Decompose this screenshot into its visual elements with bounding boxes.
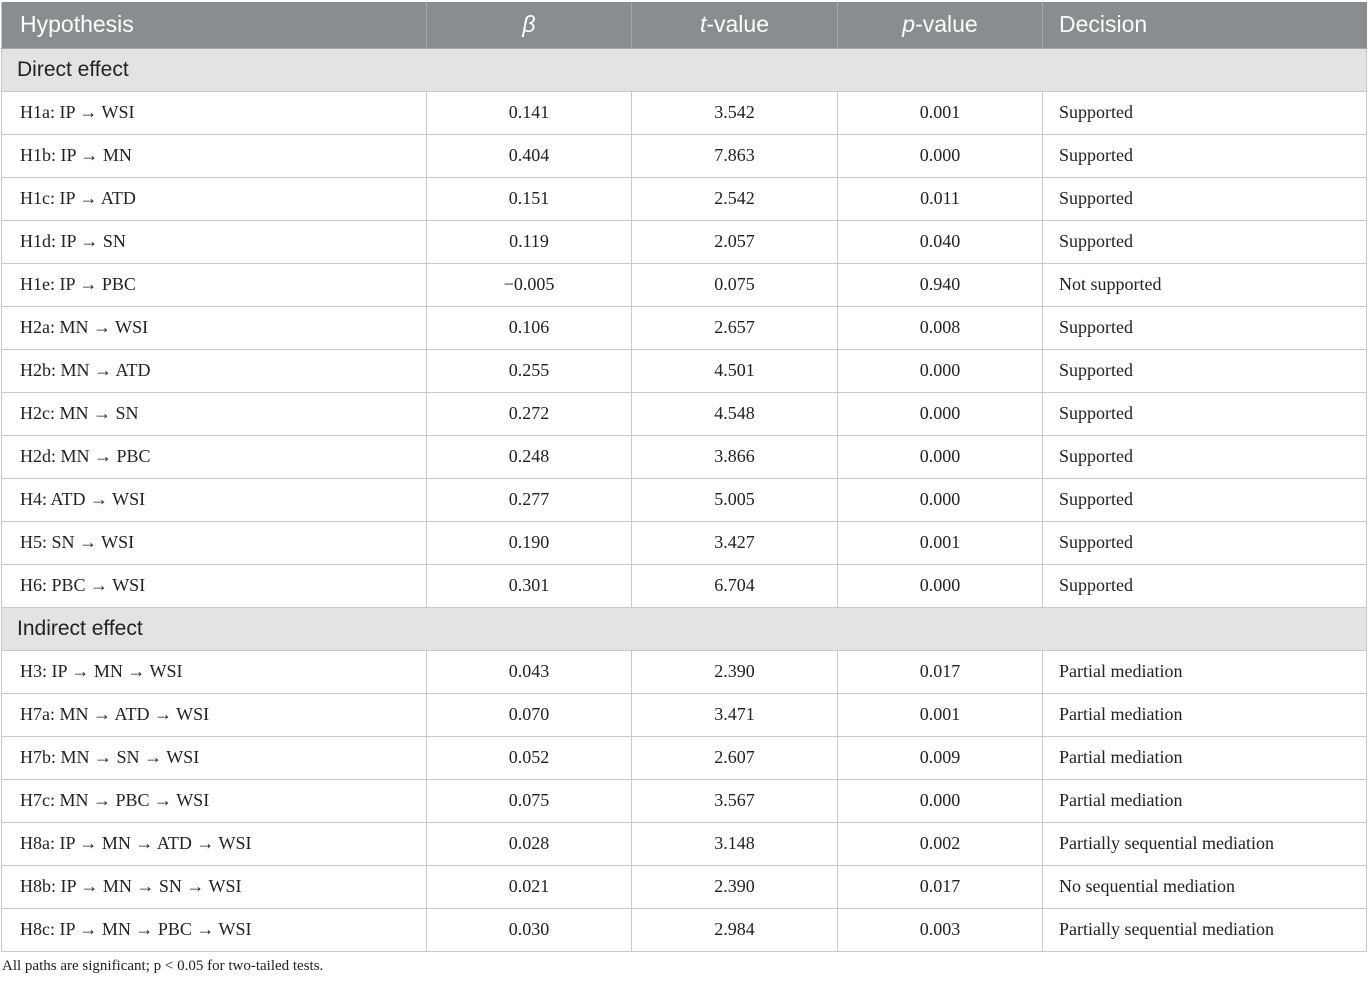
cell-hypothesis: H7c: MN → PBC → WSI <box>2 779 427 822</box>
cell-t-value: 2.390 <box>632 865 838 908</box>
header-decision: Decision <box>1043 2 1367 48</box>
cell-decision: Supported <box>1043 349 1367 392</box>
cell-hypothesis: H2d: MN → PBC <box>2 435 427 478</box>
cell-decision: No sequential mediation <box>1043 865 1367 908</box>
cell-hypothesis: H1b: IP → MN <box>2 134 427 177</box>
cell-beta: −0.005 <box>427 263 632 306</box>
cell-p-value: 0.011 <box>838 177 1043 220</box>
cell-hypothesis: H1a: IP → WSI <box>2 91 427 134</box>
cell-p-value: 0.000 <box>838 349 1043 392</box>
cell-decision: Supported <box>1043 220 1367 263</box>
cell-decision: Partial mediation <box>1043 779 1367 822</box>
cell-t-value: 2.657 <box>632 306 838 349</box>
cell-beta: 0.141 <box>427 91 632 134</box>
table-row <box>2 306 1367 349</box>
results-table <box>1 2 1367 952</box>
table-row <box>2 736 1367 779</box>
table-row <box>2 521 1367 564</box>
cell-hypothesis: H1c: IP → ATD <box>2 177 427 220</box>
cell-t-value: 2.607 <box>632 736 838 779</box>
cell-t-value: 2.542 <box>632 177 838 220</box>
cell-beta: 0.272 <box>427 392 632 435</box>
cell-t-value: 3.866 <box>632 435 838 478</box>
cell-t-value: 3.148 <box>632 822 838 865</box>
cell-decision: Supported <box>1043 306 1367 349</box>
header-beta-symbol: β <box>522 11 536 38</box>
cell-p-value: 0.940 <box>838 263 1043 306</box>
table-row <box>2 865 1367 908</box>
cell-beta: 0.043 <box>427 650 632 693</box>
cell-t-value: 2.984 <box>632 908 838 951</box>
cell-p-value: 0.000 <box>838 779 1043 822</box>
table-row <box>2 779 1367 822</box>
cell-beta: 0.030 <box>427 908 632 951</box>
cell-decision: Supported <box>1043 435 1367 478</box>
cell-decision: Supported <box>1043 134 1367 177</box>
cell-beta: 0.028 <box>427 822 632 865</box>
cell-hypothesis: H2b: MN → ATD <box>2 349 427 392</box>
cell-hypothesis: H7b: MN → SN → WSI <box>2 736 427 779</box>
cell-t-value: 6.704 <box>632 564 838 607</box>
cell-beta: 0.070 <box>427 693 632 736</box>
cell-hypothesis: H8a: IP → MN → ATD → WSI <box>2 822 427 865</box>
cell-hypothesis: H4: ATD → WSI <box>2 478 427 521</box>
cell-t-value: 3.427 <box>632 521 838 564</box>
table-row <box>2 478 1367 521</box>
table-row <box>2 349 1367 392</box>
cell-hypothesis: H5: SN → WSI <box>2 521 427 564</box>
cell-t-value: 0.075 <box>632 263 838 306</box>
cell-beta: 0.052 <box>427 736 632 779</box>
header-t-rest: -value <box>706 11 770 38</box>
cell-p-value: 0.000 <box>838 392 1043 435</box>
table-row <box>2 177 1367 220</box>
cell-t-value: 4.548 <box>632 392 838 435</box>
header-row <box>2 2 1367 48</box>
header-t-value <box>632 2 838 48</box>
cell-p-value: 0.040 <box>838 220 1043 263</box>
cell-decision: Partially sequential mediation <box>1043 822 1367 865</box>
cell-beta: 0.404 <box>427 134 632 177</box>
table-row <box>2 908 1367 951</box>
cell-decision: Partial mediation <box>1043 693 1367 736</box>
header-hypothesis: Hypothesis <box>2 2 427 48</box>
cell-hypothesis: H7a: MN → ATD → WSI <box>2 693 427 736</box>
table-row <box>2 693 1367 736</box>
cell-beta: 0.248 <box>427 435 632 478</box>
header-p-value <box>838 2 1043 48</box>
cell-hypothesis: H8b: IP → MN → SN → WSI <box>2 865 427 908</box>
cell-hypothesis: H1d: IP → SN <box>2 220 427 263</box>
cell-p-value: 0.001 <box>838 91 1043 134</box>
cell-beta: 0.277 <box>427 478 632 521</box>
cell-beta: 0.151 <box>427 177 632 220</box>
cell-t-value: 4.501 <box>632 349 838 392</box>
cell-beta: 0.106 <box>427 306 632 349</box>
cell-beta: 0.190 <box>427 521 632 564</box>
table-row <box>2 263 1367 306</box>
cell-p-value: 0.000 <box>838 134 1043 177</box>
cell-beta: 0.021 <box>427 865 632 908</box>
cell-p-value: 0.017 <box>838 865 1043 908</box>
cell-t-value: 5.005 <box>632 478 838 521</box>
cell-decision: Supported <box>1043 521 1367 564</box>
cell-beta: 0.301 <box>427 564 632 607</box>
table-row <box>2 91 1367 134</box>
cell-hypothesis: H2c: MN → SN <box>2 392 427 435</box>
cell-p-value: 0.003 <box>838 908 1043 951</box>
header-t-italic: t <box>699 11 707 38</box>
cell-decision: Supported <box>1043 564 1367 607</box>
table-row <box>2 134 1367 177</box>
cell-beta: 0.075 <box>427 779 632 822</box>
cell-p-value: 0.000 <box>838 478 1043 521</box>
cell-t-value: 3.542 <box>632 91 838 134</box>
header-p-rest: -value <box>915 11 978 38</box>
cell-p-value: 0.002 <box>838 822 1043 865</box>
table-row <box>2 822 1367 865</box>
cell-p-value: 0.000 <box>838 564 1043 607</box>
cell-beta: 0.119 <box>427 220 632 263</box>
cell-decision: Supported <box>1043 91 1367 134</box>
cell-decision: Supported <box>1043 392 1367 435</box>
cell-beta: 0.255 <box>427 349 632 392</box>
cell-decision: Supported <box>1043 177 1367 220</box>
cell-hypothesis: H2a: MN → WSI <box>2 306 427 349</box>
header-beta <box>427 2 632 48</box>
cell-decision: Supported <box>1043 478 1367 521</box>
cell-hypothesis: H1e: IP → PBC <box>2 263 427 306</box>
header-p-italic: p <box>902 11 916 38</box>
cell-p-value: 0.017 <box>838 650 1043 693</box>
section-indirect-effect <box>2 607 1367 650</box>
cell-t-value: 3.471 <box>632 693 838 736</box>
cell-decision: Partially sequential mediation <box>1043 908 1367 951</box>
cell-p-value: 0.001 <box>838 693 1043 736</box>
section-label: Indirect effect <box>2 607 1367 650</box>
cell-decision: Partial mediation <box>1043 650 1367 693</box>
table-row <box>2 220 1367 263</box>
cell-hypothesis: H3: IP → MN → WSI <box>2 650 427 693</box>
section-direct-effect <box>2 48 1367 91</box>
table-row <box>2 564 1367 607</box>
cell-t-value: 3.567 <box>632 779 838 822</box>
table-row <box>2 435 1367 478</box>
cell-decision: Not supported <box>1043 263 1367 306</box>
cell-t-value: 7.863 <box>632 134 838 177</box>
cell-p-value: 0.009 <box>838 736 1043 779</box>
table-footnote: All paths are significant; p < 0.05 for two-tailed tests. <box>2 958 324 974</box>
section-label: Direct effect <box>2 48 1367 91</box>
table-row <box>2 650 1367 693</box>
cell-decision: Partial mediation <box>1043 736 1367 779</box>
cell-p-value: 0.008 <box>838 306 1043 349</box>
cell-p-value: 0.000 <box>838 435 1043 478</box>
table-row <box>2 392 1367 435</box>
cell-hypothesis: H8c: IP → MN → PBC → WSI <box>2 908 427 951</box>
cell-hypothesis: H6: PBC → WSI <box>2 564 427 607</box>
cell-t-value: 2.390 <box>632 650 838 693</box>
cell-t-value: 2.057 <box>632 220 838 263</box>
cell-p-value: 0.001 <box>838 521 1043 564</box>
